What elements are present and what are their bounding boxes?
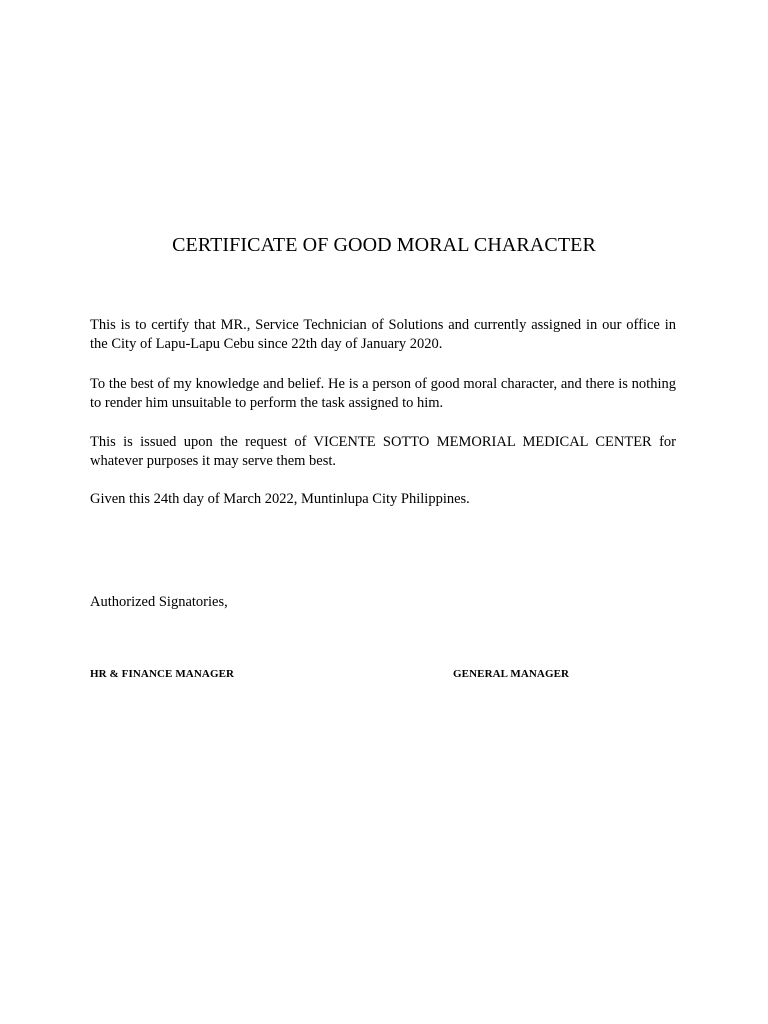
request-paragraph: This is issued upon the request of VICENTE SOTTO MEMORIAL MEDICAL CENTER for whatever purposes it may serve them best. [90, 434, 676, 469]
signatory-hr-finance-manager: HR & FINANCE MANAGER [90, 668, 235, 680]
closing-line: Authorized Signatories, [90, 594, 228, 610]
certification-paragraph: This is to certify that MR., Service Technician of Solutions and currently assigned in our office in the City of Lapu-Lapu Cebu since 22th day of January 2020. [90, 317, 676, 352]
page-title: CERTIFICATE OF GOOD MORAL CHARACTER [172, 234, 596, 256]
issuance-paragraph: Given this 24th day of March 2022, Muntinlupa City Philippines. [90, 491, 470, 507]
character-paragraph: To the best of my knowledge and belief. He is a person of good moral character, and there is nothing to render him unsuitable to perform the task assigned to him. [90, 376, 676, 411]
signatory-general-manager: GENERAL MANAGER [453, 668, 570, 680]
